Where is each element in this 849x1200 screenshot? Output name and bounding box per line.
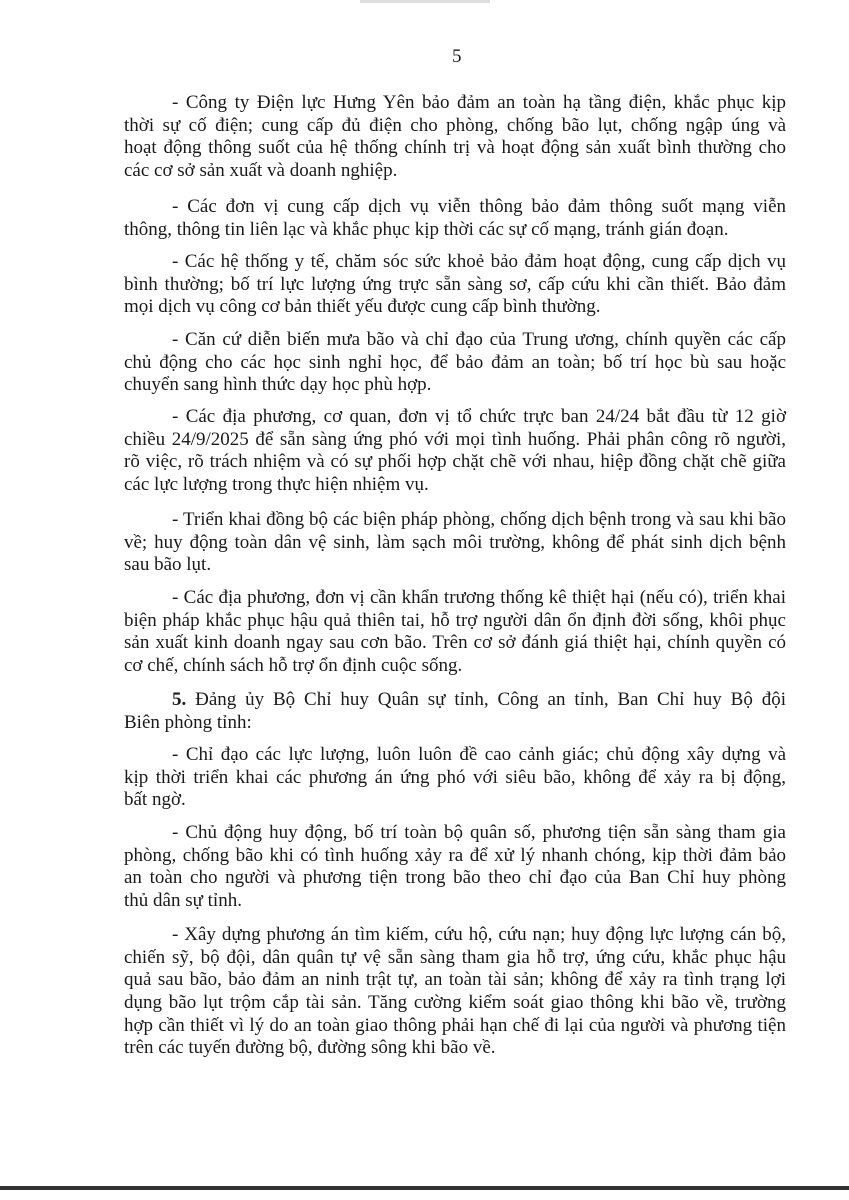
scan-edge — [0, 1186, 849, 1190]
text-line: quả sau bão, bảo đảm an ninh trật tự, an toàn tài sản; không để xảy ra tình trạng lợi — [124, 969, 786, 991]
section-number: 5. — [172, 689, 187, 710]
paragraph — [124, 822, 786, 913]
page-number: 5 — [452, 46, 462, 67]
paragraph — [124, 744, 786, 812]
text-line: trên các tuyến đường bộ, đường sông khi bão về. — [124, 1037, 496, 1059]
text-line: bất ngờ. — [124, 789, 186, 811]
text-line: - Các hệ thống y tế, chăm sóc sức khoẻ bảo đảm hoạt động, cung cấp dịch vụ — [172, 251, 786, 272]
text-line: sau bão lụt. — [124, 554, 212, 576]
text-line: biện pháp khắc phục hậu quả thiên tai, hỗ trợ người dân ổn định đời sống, khôi phục — [124, 609, 786, 631]
text-line: - Các địa phương, cơ quan, đơn vị tổ chức trực ban 24/24 bắt đầu từ 12 giờ — [172, 406, 786, 427]
text-line: - Các đơn vị cung cấp dịch vụ viễn thông bảo đảm thông suốt mạng viễn — [172, 196, 786, 217]
text-line: kịp thời triển khai các phương án ứng phó với siêu bão, không để xảy ra bị động, — [124, 766, 786, 788]
text-line: mọi dịch vụ công cơ bản thiết yếu được cung cấp bình thường. — [124, 296, 601, 318]
text-line: chuyển sang hình thức dạy học phù hợp. — [124, 374, 432, 396]
text-line: - Xây dựng phương án tìm kiếm, cứu hộ, cứu nạn; huy động lực lượng cán bộ, — [172, 924, 786, 945]
text-line: an toàn cho người và phương tiện trong bão theo chỉ đạo của Ban Chỉ huy phòng — [124, 867, 786, 889]
text-line: rõ việc, rõ trách nhiệm và có sự phối hợp chặt chẽ với nhau, hiệp đồng chặt chẽ giữa — [124, 451, 786, 473]
text-line: chiều 24/9/2025 để sẵn sàng ứng phó với mọi tình huống. Phải phân công rõ người, — [124, 428, 786, 450]
text-line: Biên phòng tỉnh: — [124, 711, 252, 733]
text-line: sản xuất kinh doanh ngay sau cơn bão. Trên cơ sở đánh giá thiệt hại, chính quyền có — [124, 632, 786, 654]
text-line: - Các địa phương, đơn vị cần khẩn trương thống kê thiệt hại (nếu có), triển khai — [172, 587, 786, 608]
text-line: phòng, chống bão khi có tình huống xảy ra để xử lý nhanh chóng, kịp thời đảm bảo — [124, 844, 786, 866]
text-line: chủ động cho các học sinh nghỉ học, để bảo đảm an toàn; bố trí học bù sau hoặc — [124, 351, 786, 373]
text-line: thông, thông tin liên lạc và khắc phục kịp thời các sự cố mạng, tránh gián đoạn. — [124, 218, 729, 240]
section-title: Đảng ủy Bộ Chỉ huy Quân sự tỉnh, Công an tỉnh, Ban Chỉ huy Bộ đội — [186, 689, 786, 710]
paragraph — [124, 587, 786, 678]
text-line — [124, 689, 786, 712]
text-line: về; huy động toàn dân vệ sinh, làm sạch môi trường, không để phát sinh dịch bệnh — [124, 531, 786, 553]
section-heading — [124, 689, 786, 734]
paragraph — [124, 92, 786, 183]
text-line: chiến sỹ, bộ đội, dân quân tự vệ sẵn sàng tham gia hỗ trợ, ứng cứu, khắc phục hậu — [124, 946, 786, 968]
text-line: dụng bão lụt trộm cắp tài sản. Tăng cường kiểm soát giao thông khi bão về, trường — [124, 992, 786, 1014]
text-line: - Triển khai đồng bộ các biện pháp phòng, chống dịch bệnh trong và sau khi bão — [172, 509, 786, 530]
scan-mark — [360, 0, 490, 3]
paragraph — [124, 196, 786, 241]
text-line: - Chủ động huy động, bố trí toàn bộ quân số, phương tiện sẵn sàng tham gia — [172, 822, 786, 843]
paragraph — [124, 329, 786, 397]
text-line: thủ dân sự tỉnh. — [124, 890, 242, 912]
text-line: các lực lượng trong thực hiện nhiệm vụ. — [124, 474, 429, 496]
paragraph — [124, 251, 786, 319]
text-line: - Chỉ đạo các lực lượng, luôn luôn đề cao cảnh giác; chủ động xây dựng và — [172, 744, 786, 765]
text-line: thời sự cố điện; cung cấp đủ điện cho phòng, chống bão lụt, chống ngập úng và — [124, 114, 786, 136]
text-line: - Công ty Điện lực Hưng Yên bảo đảm an toàn hạ tầng điện, khắc phục kịp — [172, 92, 786, 113]
text-line: hoạt động thông suốt của hệ thống chính trị và hoạt động sản xuất bình thường cho — [124, 137, 786, 159]
text-line: các cơ sở sản xuất và doanh nghiệp. — [124, 160, 398, 182]
text-line: cơ chế, chính sách hỗ trợ ổn định cuộc sống. — [124, 655, 463, 677]
paragraph — [124, 406, 786, 497]
text-line: hợp cần thiết vì lý do an toàn giao thông phải hạn chế đi lại của người và phương tiện — [124, 1014, 786, 1036]
text-line: bình thường; bố trí lực lượng ứng trực sẵn sàng sơ, cấp cứu khi cần thiết. Bảo đảm — [124, 273, 786, 295]
paragraph — [124, 509, 786, 577]
paragraph — [124, 924, 786, 1060]
text-line: - Căn cứ diễn biến mưa bão và chỉ đạo của Trung ương, chính quyền các cấp — [172, 329, 786, 350]
